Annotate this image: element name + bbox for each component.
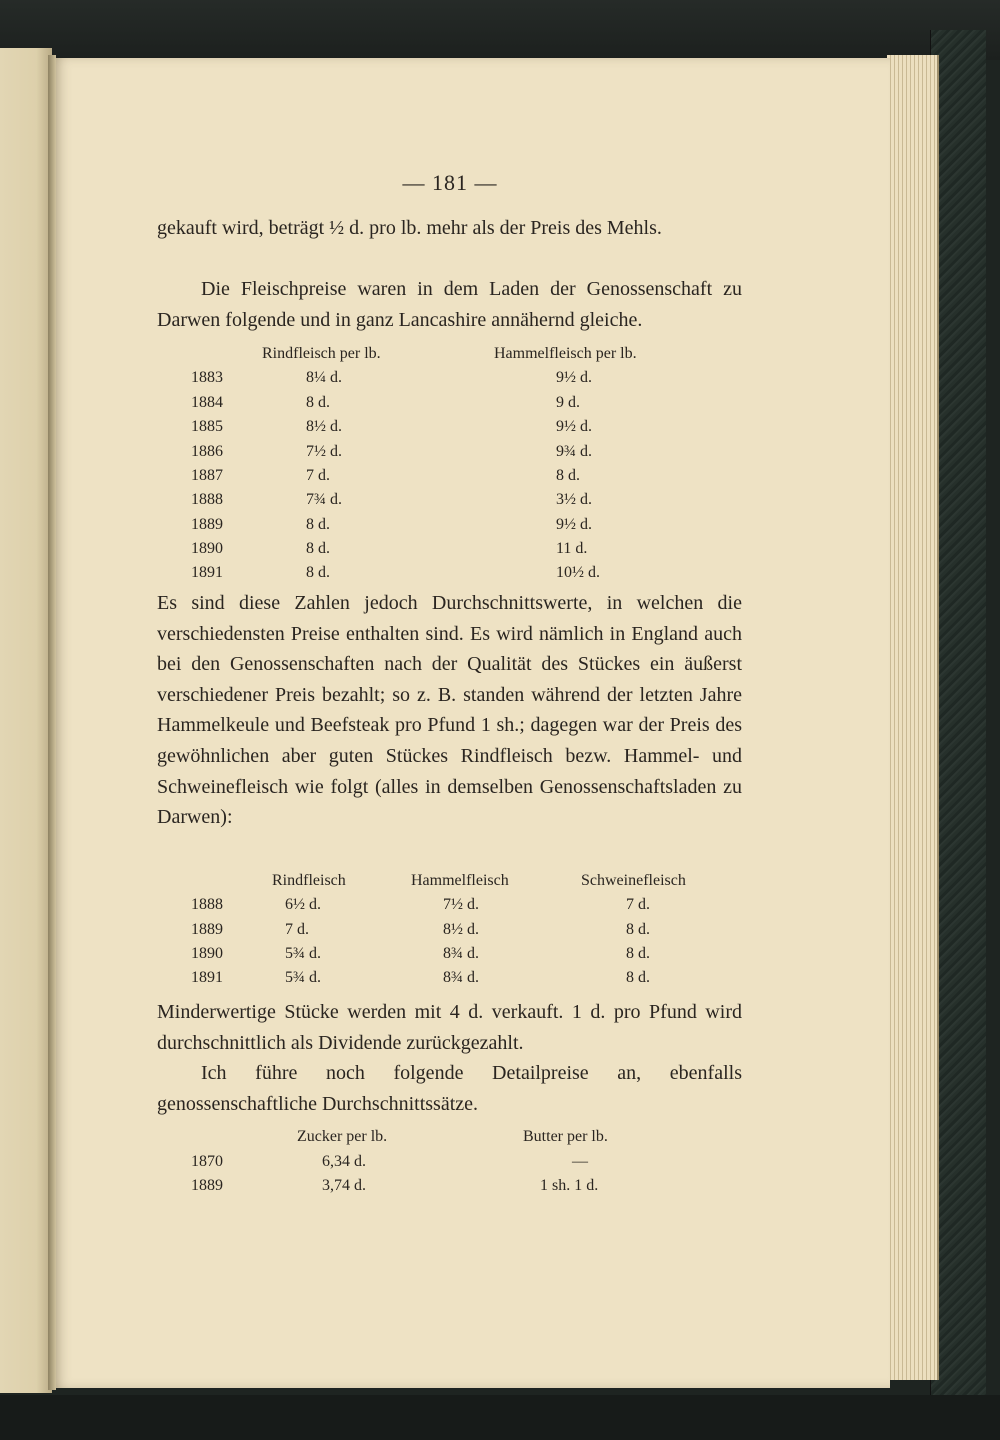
- table-cell: 9½ d.: [556, 418, 592, 435]
- table-cell: 8¾ d.: [443, 969, 479, 986]
- table-cell-year: 1888: [191, 896, 223, 913]
- paragraph-4: Minderwertige Stücke werden mit 4 d. verkauft. 1 d. pro Pfund wird durchschnittlich als Dividende zurückgezahlt.: [157, 1001, 742, 1054]
- page-number: — 181 —: [402, 170, 498, 195]
- left-page-edge: [0, 48, 52, 1393]
- table-cell: 8¼ d.: [306, 369, 342, 386]
- table-cell: 5¾ d.: [285, 969, 321, 986]
- table-cell-year: 1890: [191, 945, 223, 962]
- table-cell: 7½ d.: [443, 896, 479, 913]
- table-cell: 8 d.: [306, 516, 330, 533]
- table-cell-year: 1888: [191, 491, 223, 508]
- table-cell-year: 1891: [191, 969, 223, 986]
- table-cell: 6½ d.: [285, 896, 321, 913]
- table-header: Hammelfleisch per lb.: [494, 345, 637, 362]
- table-cell-year: 1884: [191, 394, 223, 411]
- paragraph-1: gekauft wird, beträgt ½ d. pro lb. mehr als der Preis des Mehls.: [157, 217, 662, 239]
- page-stack-edges: [887, 55, 939, 1380]
- table-cell-year: 1885: [191, 418, 223, 435]
- table-header: Zucker per lb.: [297, 1128, 388, 1145]
- table-cell-year: 1889: [191, 1177, 223, 1194]
- table-cell: 5¾ d.: [285, 945, 321, 962]
- table-cell: 7 d.: [306, 467, 330, 484]
- table-cell: 9½ d.: [556, 369, 592, 386]
- table-cell-year: 1870: [191, 1153, 223, 1170]
- table-cell-year: 1890: [191, 540, 223, 557]
- table-cell-year: 1887: [191, 467, 223, 484]
- table-cell: 8½ d.: [443, 921, 479, 938]
- table-cell: 7 d.: [285, 921, 309, 938]
- paragraph-3: Es sind diese Zahlen jedoch Durchschnittswerte, in welchen die verschiedensten Preise enthalten sind. Es wird nämlich in England auch bei den Genossenschaften nach der Qualität des Stückes ein äußerst verschiedener Preis bezahlt; so z. B. standen während der letzten Jahre Hammelkeule und Beefsteak pro Pfund 1 sh.; dagegen war der Preis des gewöhnlichen aber guten Stückes Rindfleisch bezw. Hammel- und Schweinefleisch wie folgt (alles in demselben Genossenschaftsladen zu Darwen):: [157, 592, 742, 829]
- table-cell-year: 1889: [191, 921, 223, 938]
- table-cell: 8 d.: [306, 394, 330, 411]
- table-cell-year: 1889: [191, 516, 223, 533]
- table-header: Butter per lb.: [523, 1128, 608, 1145]
- table-cell: —: [572, 1153, 588, 1170]
- table-header: Hammelfleisch: [411, 872, 509, 889]
- paragraph-2: Die Fleischpreise waren in dem Laden der Genossenschaft zu Darwen folgende und in ganz Lancashire annähernd gleiche.: [157, 278, 742, 331]
- table-cell: 9½ d.: [556, 516, 592, 533]
- table-cell: 8 d.: [556, 467, 580, 484]
- table-cell: 6,34 d.: [322, 1153, 366, 1170]
- table-cell: 9¾ d.: [556, 443, 592, 460]
- table-cell: 1 sh. 1 d.: [540, 1177, 599, 1194]
- table-cell: 9 d.: [556, 394, 580, 411]
- table-cell: 3½ d.: [556, 491, 592, 508]
- table-cell-year: 1891: [191, 564, 223, 581]
- table-cell: 8 d.: [626, 921, 650, 938]
- table-cell: 8 d.: [626, 969, 650, 986]
- table-cell: 8 d.: [306, 540, 330, 557]
- table-cell: 8½ d.: [306, 418, 342, 435]
- table-cell: 8 d.: [626, 945, 650, 962]
- table-cell-year: 1886: [191, 443, 223, 460]
- table-header: Rindfleisch: [272, 872, 346, 889]
- book-cover-bottom: [0, 1395, 1000, 1440]
- table-cell-year: 1883: [191, 369, 223, 386]
- paragraph-5: Ich führe noch folgende Detailpreise an, ebenfalls genossenschaftliche Durchschnittssätze.: [157, 1062, 742, 1115]
- book-cover-top: [0, 0, 1000, 60]
- table-header: Schweinefleisch: [581, 872, 686, 889]
- table-cell: 3,74 d.: [322, 1177, 366, 1194]
- table-cell: 7¾ d.: [306, 491, 342, 508]
- table-cell: 8 d.: [306, 564, 330, 581]
- book-gutter: [48, 55, 56, 1390]
- table-cell: 10½ d.: [556, 564, 600, 581]
- table-header: Rindfleisch per lb.: [262, 345, 381, 362]
- table-cell: 11 d.: [556, 540, 588, 557]
- table-cell: 7½ d.: [306, 443, 342, 460]
- table-cell: 8¾ d.: [443, 945, 479, 962]
- table-cell: 7 d.: [626, 896, 650, 913]
